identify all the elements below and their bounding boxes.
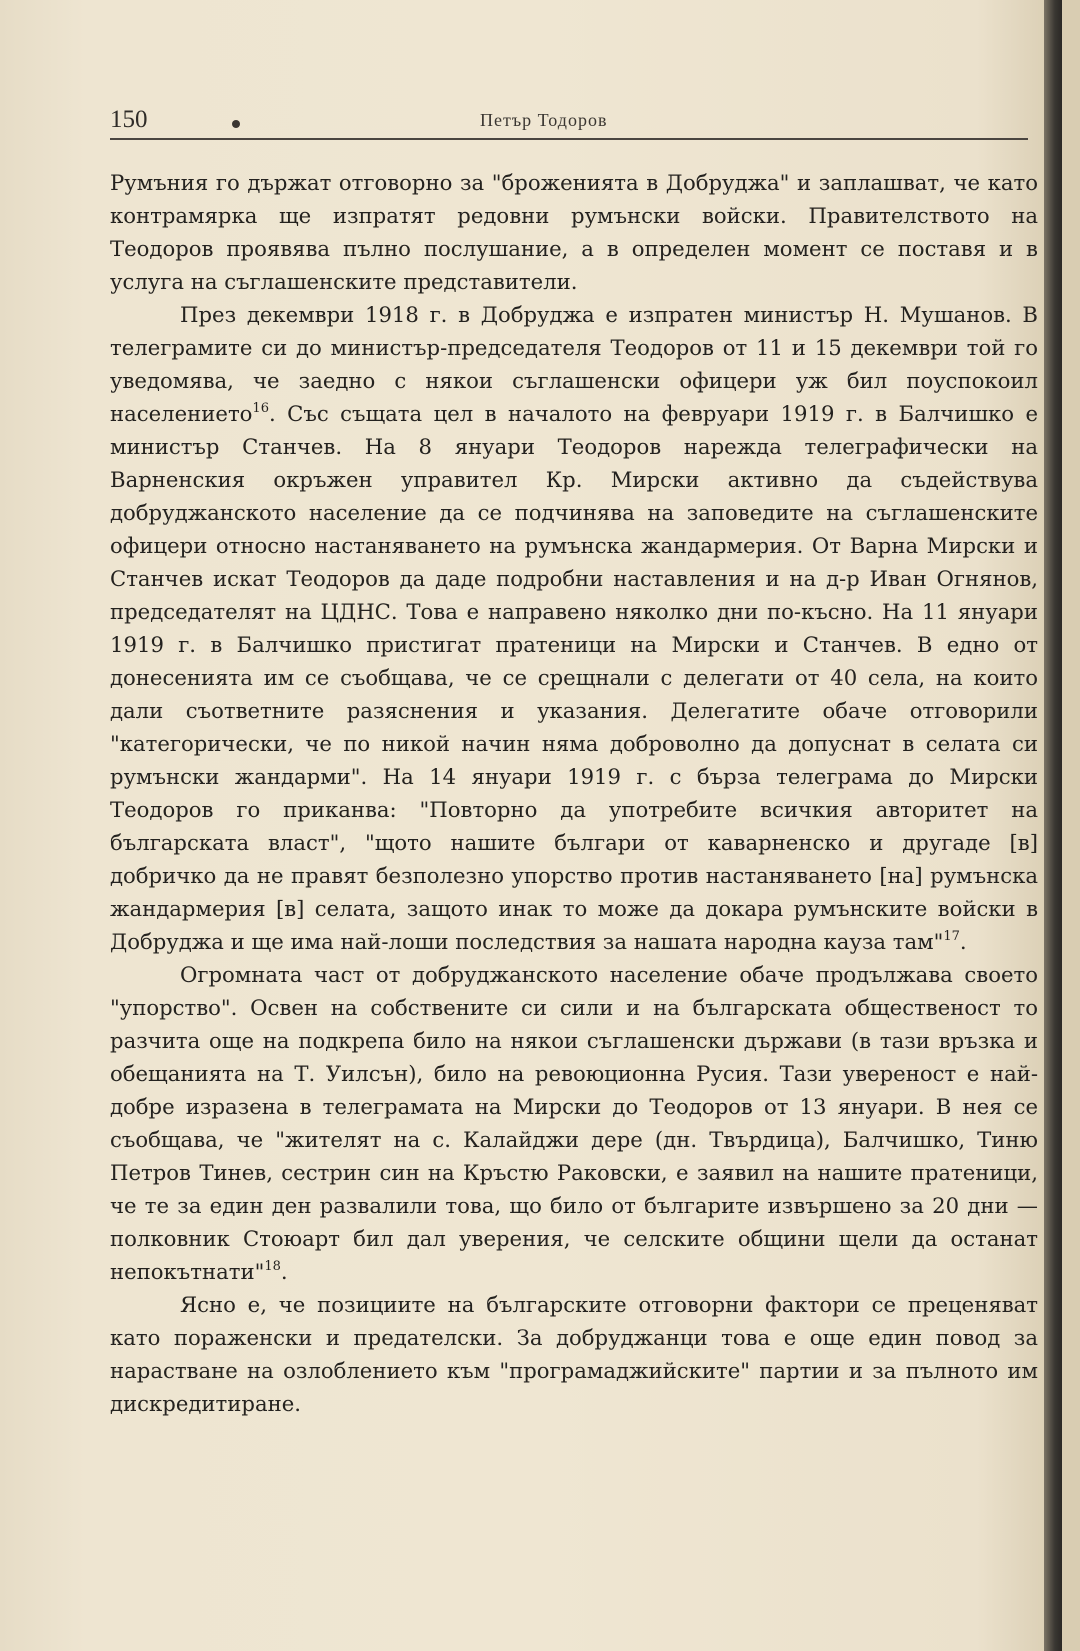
footnote-ref-18: 18 <box>264 1259 281 1274</box>
paragraph-text: . Със същата цел в началото на февруари 1919 г. в Балчишко е министър Станчев. На 8 януари Теодоров нарежда телеграфически на Варненския окръжен управител Кр. Мирски активно да съдействува добруджанското население да се подчинява на заповедите на съглашенските офицери относно настаняването на румънска жандармерия. От Варна Мирски и Станчев искат Теодоров да даде подробни наставления и на д-р Иван Огнянов, председателят на ЦДНС. Това е направено няколко дни по-късно. На 11 януари 1919 г. в Балчишко пристигат пратеници на Мирски и Станчев. В едно от донесенията им се съобщава, че се срещнали с делегати от 40 села, на които дали съответните разяснения и указания. Делегатите обаче отговорили "категорически, че по никой начин няма доброволно да допуснат в селата си румънски жандарми". На 14 януари 1919 г. с бърза телеграма до Мирски Теодоров го приканва: "Повторно да употребите всичкия авторитет на българската власт", "щото нашите българи от каварненско и другаде [в] добричко да не правят безполезно упорство против настаняването [на] румънска жандармерия [в] селата, защото инак то може да докара румънските войски в Добруджа и ще има най-лоши последствия за нашата народна кауза там" <box>110 401 1038 954</box>
running-head: Петър Тодоров <box>480 110 608 130</box>
body-text <box>110 166 1038 1420</box>
paragraph-3 <box>110 958 1038 1288</box>
paragraph-text: Ясно е, че позициите на българските отговорни фактори се преценяват като пораженски и предателски. За добруджанци това е още един повод за нарастване на озлоблението към "програмаджийските" партии и за пълното им дискредитиране. <box>110 1292 1038 1416</box>
page-header <box>110 104 1028 140</box>
page-number: 150 <box>110 106 148 133</box>
paragraph-2 <box>110 298 1038 958</box>
binding-edge <box>1044 0 1062 1651</box>
paragraph-text: Огромната част от добруджанското население обаче продължава своето "упорство". Освен на собствените си сили и на българската общественост то разчита още на подкрепа било на някои съглашенски държави (в тази връзка и обещанията на Т. Уилсън), било на ревоюционна Русия. Тази увереност е най-добре изразена в телеграмата на Мирски до Теодоров от 13 януари. В нея се съобщава, че "жителят на с. Калайджи дере (дн. Твърдица), Балчишко, Тиню Петров Тинев, сестрин син на Кръстю Раковски, е заявил на нашите пратеници, че те за един ден развалили това, що било от българите извършено за 20 дни — полковник Стоюарт бил дал уверения, че селските общини щели да останат непокътнати" <box>110 962 1038 1284</box>
paragraph-4 <box>110 1288 1038 1420</box>
paragraph-1 <box>110 166 1038 298</box>
paragraph-text: . <box>959 929 967 954</box>
paragraph-text: . <box>280 1259 288 1284</box>
footnote-ref-16: 16 <box>252 401 269 416</box>
ornament-dot-icon <box>232 120 240 128</box>
paragraph-text: Румъния го държат отговорно за "броженията в Добруджа" и заплашват, че като контрамярка ще изпратят редовни румънски войски. Правителството на Теодоров проявява пълно послушание, а в определен момент се поставя и в услуга на съглашенските представители. <box>110 170 1038 294</box>
footnote-ref-17: 17 <box>943 929 960 944</box>
paragraph-text: През декември 1918 г. в Добруджа е изпратен министър Н. Мушанов. В телеграмите си до министър-председателя Теодоров от 11 и 15 декември той го уведомява, че заедно с някои съглашенски офицери уж бил поуспокоил населението <box>110 302 1038 426</box>
